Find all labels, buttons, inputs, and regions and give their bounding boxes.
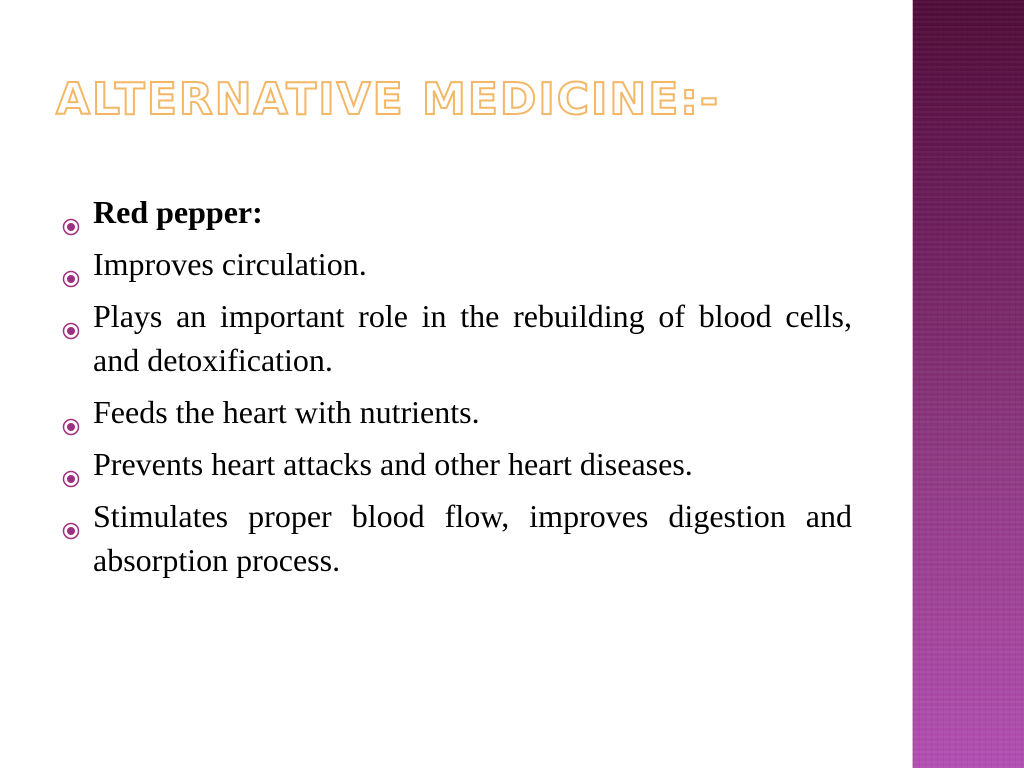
bullet-item: [62, 190, 852, 234]
radio-bullet-icon: [62, 455, 80, 473]
bullet-text: Plays an important role in the rebuilding of blood cells, and detoxification.: [93, 298, 852, 378]
bullet-item: [62, 242, 852, 286]
bullet-text: Improves circulation.: [93, 246, 367, 282]
bullet-item: [62, 494, 852, 582]
bullet-item: [62, 294, 852, 382]
bullet-item: [62, 390, 852, 434]
slide-title: ALTERNATIVE MEDICINE:-: [56, 74, 721, 125]
bullet-text: Prevents heart attacks and other heart diseases.: [93, 446, 693, 482]
bullet-text: Feeds the heart with nutrients.: [93, 394, 480, 430]
decorative-side-band: [912, 0, 1024, 768]
bullet-text: Red pepper:: [93, 194, 263, 230]
radio-bullet-icon: [62, 403, 80, 421]
radio-bullet-icon: [62, 307, 80, 325]
radio-bullet-icon: [62, 203, 80, 221]
bullet-text: Stimulates proper blood flow, improves digestion and absorption process.: [93, 498, 852, 578]
radio-bullet-icon: [62, 255, 80, 273]
radio-bullet-icon: [62, 507, 80, 525]
bullet-item: [62, 442, 852, 486]
bullet-list: [62, 190, 852, 590]
